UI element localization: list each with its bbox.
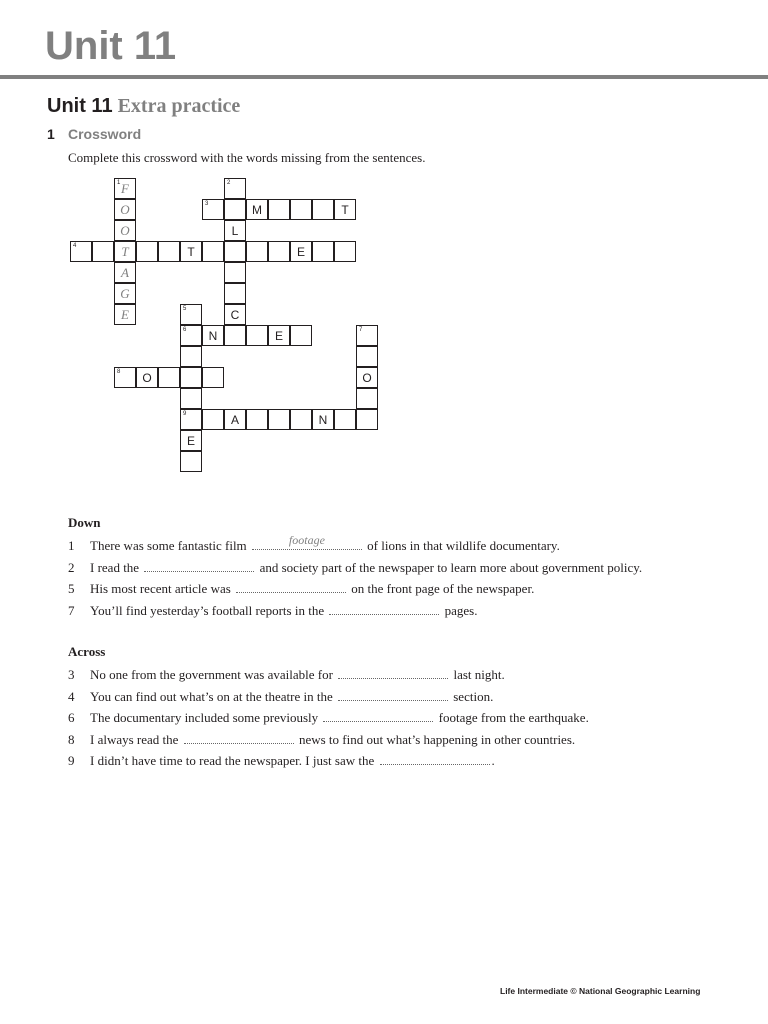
clue-row [68,580,534,597]
exercise-title: Crossword [68,126,142,142]
clue-number: 5 [68,581,75,596]
crossword-cell[interactable] [268,409,290,430]
answer-blank[interactable] [184,731,294,744]
crossword-cell[interactable] [114,304,136,325]
crossword-cell[interactable] [114,241,136,262]
crossword-cell[interactable] [180,304,202,325]
crossword-cell[interactable] [180,241,202,262]
crossword-cell[interactable] [202,409,224,430]
cell-given-letter: E [296,245,305,259]
cell-given-letter: C [230,308,240,322]
cell-answer-letter: T [121,244,129,259]
crossword-cell[interactable] [224,220,246,241]
cell-number: 4 [73,243,77,249]
cell-number: 9 [183,411,187,417]
clue-row [68,602,477,619]
crossword-cell[interactable] [224,199,246,220]
crossword-cell[interactable] [246,199,268,220]
answer-blank[interactable] [338,666,448,679]
cell-given-letter: L [231,224,239,238]
answer-blank[interactable] [236,580,346,593]
crossword-cell[interactable] [202,199,224,220]
down-heading: Down [68,515,101,530]
answer-blank[interactable] [323,709,433,722]
crossword-cell[interactable] [268,199,290,220]
crossword-cell[interactable] [180,388,202,409]
crossword-cell[interactable] [202,241,224,262]
cell-answer-letter: O [120,202,130,217]
clue-text-before: I always read the [90,731,182,747]
clue-row [68,559,642,576]
crossword-cell[interactable] [136,241,158,262]
clue-text-before: His most recent article was [90,581,235,596]
clue-number: 3 [68,667,75,682]
crossword-cell[interactable] [202,367,224,388]
clue-row [68,533,560,554]
clue-number: 1 [68,538,75,553]
exercise-instructions: Complete this crossword with the words missing from the sentences. [68,150,426,165]
cell-given-letter: O [362,371,372,385]
crossword-cell[interactable] [158,241,180,262]
clue-text-after: . [491,753,495,768]
clue-text-before: No one from the government was available for [90,667,337,682]
crossword-cell[interactable] [334,241,356,262]
clue-text-before: I didn’t have time to read the newspaper. I just saw the [90,753,378,768]
crossword-cell[interactable] [268,325,290,346]
crossword-cell[interactable] [246,241,268,262]
crossword-cell[interactable] [334,199,356,220]
crossword-cell[interactable] [312,409,334,430]
crossword-cell[interactable] [312,199,334,220]
section-subtitle: Extra practice [117,95,241,117]
cell-number: 1 [117,180,121,186]
cell-number: 6 [183,327,187,333]
clue-row [68,709,589,726]
clue-text-before: You can find out what’s on at the theatre in the [90,688,336,704]
clue-row [68,666,505,683]
crossword-cell[interactable] [268,241,290,262]
cell-number: 3 [205,201,209,207]
crossword-cell[interactable] [356,409,378,430]
crossword-cell[interactable] [356,325,378,346]
clue-text-after: of lions in that wildlife documentary. [363,538,560,553]
answer-blank[interactable] [380,752,490,765]
clue-row [68,688,493,705]
cell-given-letter: A [230,413,239,427]
crossword-cell[interactable] [202,325,224,346]
crossword-cell[interactable] [356,388,378,409]
cell-number: 7 [359,327,363,333]
crossword-cell[interactable] [224,409,246,430]
clue-row [68,752,495,769]
crossword-cell[interactable] [114,178,136,199]
across-heading: Across [68,644,106,659]
clue-text-before: There was some fantastic film [90,538,250,553]
crossword-cell[interactable] [180,451,202,472]
cell-number: 5 [183,306,187,312]
answer-blank[interactable] [252,533,362,550]
crossword-cell[interactable] [224,262,246,283]
crossword-cell[interactable] [114,283,136,304]
clue-text-after: and society part of the newspaper to learn more about government policy. [256,559,643,575]
clue-text-before: I read the [90,559,143,575]
cell-given-letter: M [252,203,262,217]
crossword-cell[interactable] [290,241,312,262]
cell-given-letter: N [318,413,328,427]
crossword-cell[interactable] [180,346,202,367]
crossword-cell[interactable] [158,367,180,388]
answer-blank[interactable] [144,559,254,572]
clue-number: 4 [68,688,75,704]
unit-heading: Unit 11 [45,24,177,68]
clue-number: 9 [68,753,75,768]
cell-given-letter: E [186,434,195,448]
crossword-cell[interactable] [356,346,378,367]
clue-text-after: section. [450,688,494,704]
crossword-cell[interactable] [290,199,312,220]
cell-answer-letter: F [121,181,129,196]
answer-fill: footage [288,533,325,547]
crossword-cell[interactable] [114,262,136,283]
section-unit-label: Unit 11 [47,95,113,117]
cell-answer-letter: O [120,223,130,238]
crossword-cell[interactable] [224,325,246,346]
clue-text-after: on the front page of the newspaper. [348,581,535,596]
crossword-cell[interactable] [92,241,114,262]
crossword-cell[interactable] [114,199,136,220]
cell-given-letter: T [187,245,195,259]
cell-number: 2 [227,180,231,186]
crossword-cell[interactable] [246,325,268,346]
crossword-cell[interactable] [180,325,202,346]
footer-credit: Life Intermediate © National Geographic Learning [500,986,701,996]
crossword-cell[interactable] [180,430,202,451]
cell-given-letter: N [208,329,218,343]
cell-given-letter: O [142,371,152,385]
clue-number: 8 [68,731,75,747]
answer-blank[interactable] [329,602,439,615]
crossword-cell[interactable] [290,409,312,430]
crossword-cell[interactable] [224,178,246,199]
section-title [47,93,240,119]
crossword-cell[interactable] [312,241,334,262]
crossword-cell[interactable] [180,409,202,430]
header-rule [0,75,768,79]
clue-text-after: footage from the earthquake. [435,710,589,725]
clue-number: 7 [68,602,75,618]
crossword-cell[interactable] [334,409,356,430]
clue-text-before: You’ll find yesterday’s football reports in the [90,602,328,618]
clue-row [68,731,575,748]
crossword-cell[interactable] [114,367,136,388]
clue-text-before: The documentary included some previously [90,710,322,725]
cell-given-letter: T [341,203,349,217]
crossword-cell[interactable] [224,304,246,325]
crossword-cell[interactable] [356,367,378,388]
clue-number: 6 [68,710,75,725]
exercise-number: 1 [47,126,55,142]
crossword-cell[interactable] [246,409,268,430]
clue-text-after: last night. [450,667,505,682]
clue-number: 2 [68,559,75,575]
clue-text-after: pages. [441,602,478,618]
answer-blank[interactable] [338,688,448,701]
cell-answer-letter: A [121,265,129,280]
crossword-cell[interactable] [70,241,92,262]
cell-answer-letter: G [120,286,130,301]
crossword-cell[interactable] [180,367,202,388]
cell-answer-letter: E [121,307,129,322]
crossword-cell[interactable] [114,220,136,241]
crossword-cell[interactable] [136,367,158,388]
cell-number: 8 [117,369,121,375]
clue-text-after: news to find out what’s happening in other countries. [295,731,576,747]
crossword-cell[interactable] [290,325,312,346]
crossword-cell[interactable] [224,283,246,304]
cell-given-letter: E [274,329,283,343]
crossword-cell[interactable] [224,241,246,262]
